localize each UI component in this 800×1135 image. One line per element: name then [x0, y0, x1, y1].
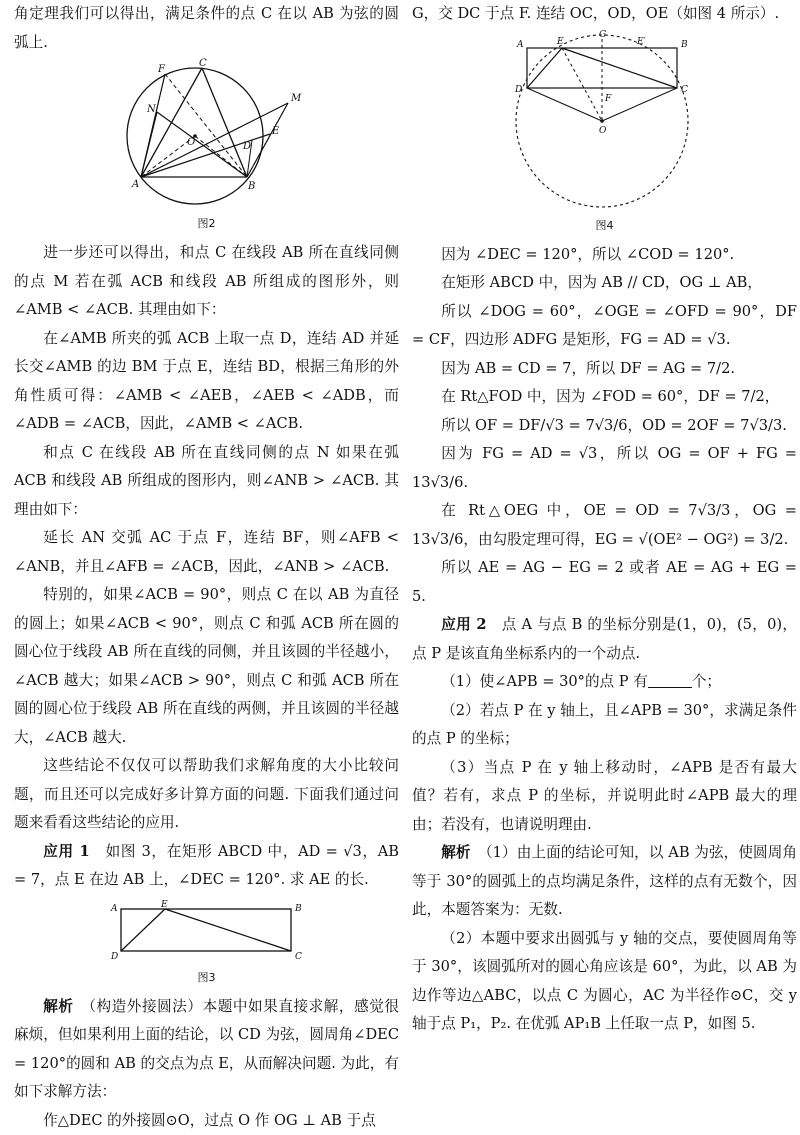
left-column	[14, 0, 399, 1135]
line-r7: 因为 FG = AD = √3，所以 OG = OF + FG = 13√3/6.	[412, 440, 797, 497]
fig4-label-e: E	[556, 37, 564, 47]
question-1-pre: （1）使∠APB = 30°的点 P 有	[441, 673, 648, 690]
application-1-label: 应用 1	[43, 843, 89, 860]
fig2-label-a: A	[131, 179, 139, 190]
question-3: （3）当点 P 在 y 轴上移动时，∠APB 是否有最大值？若有，求点 P 的坐标，并说明此时∠APB 最大的理由；若没有，也请说明理由.	[412, 754, 797, 840]
paragraph-intro: 角定理我们可以得出，满足条件的点 C 在以 AB 为弦的圆弧上.	[14, 0, 399, 57]
fig3-label-e: E	[160, 900, 168, 910]
fig2-label-f: F	[157, 64, 166, 75]
right-column	[412, 0, 797, 1039]
fig4-label-f: F	[604, 94, 612, 104]
fig3-label-b: B	[294, 904, 302, 914]
fig4-label-o: O	[599, 126, 607, 136]
figure-2	[102, 57, 312, 217]
line-r8: 在 Rt△OEG 中，OE = OD = 7√3/3，OG = 13√3/6，由勾股定理可得，EG = √(OE² − OG²) = 3/2.	[412, 497, 797, 554]
figure-3	[107, 899, 307, 971]
fig2-label-d: D	[242, 141, 251, 152]
question-1	[412, 668, 797, 697]
paragraph-3: 和点 C 在线段 AB 所在直线同侧的点 N 如果在弧 ACB 和线段 AB 所组成的图形内，则∠ANB > ∠ACB. 其理由如下：	[14, 439, 399, 525]
solution-1	[14, 993, 399, 1107]
fig2-label-e: E	[271, 126, 280, 137]
fig3-label-a: A	[110, 904, 118, 914]
answer-blank	[648, 671, 692, 688]
line-r9: 所以 AE = AG − EG = 2 或者 AE = AG + EG = 5.	[412, 554, 797, 611]
solution-2-label: 解析	[441, 844, 470, 861]
fig2-label-m: M	[290, 93, 302, 104]
line-r1: 因为 ∠DEC = 120°，所以 ∠COD = 120°.	[412, 241, 797, 270]
line-r2: 在矩形 ABCD 中，因为 AB // CD，OG ⊥ AB，	[412, 269, 797, 298]
fig4-label-c: C	[681, 85, 688, 95]
paragraph-6: 这些结论不仅仅可以帮助我们求解角度的大小比较问题，而且还可以完成好多计算方面的问题. 下面我们通过问题来看看这些结论的应用.	[14, 752, 399, 838]
fig3-label-c: C	[295, 952, 302, 962]
application-2-label: 应用 2	[441, 616, 486, 633]
line-r3: 所以 ∠DOG = 60°，∠OGE = ∠OFD = 90°，DF = CF，四边形 ADFG 是矩形，FG = AD = √3.	[412, 298, 797, 355]
paragraph-2: 在∠AMB 所夹的弧 ACB 上取一点 D，连结 AD 并延长交∠AMB 的边 BM 于点 E，连结 BD，根据三角形的外角性质可得：∠AMB < ∠AEB，∠AEB < ∠ADB，而∠ADB = ∠ACB，因此，∠AMB < ∠ACB.	[14, 325, 399, 439]
question-1-post: 个；	[692, 673, 721, 690]
solution-2-part-2: （2）本题中要求出圆弧与 y 轴的交点，要使圆周角等于 30°，该圆弧所对的圆心角应该是 60°，为此，以 AB 为边作等边△ABC，以点 C 为圆心，AC 为半径作⊙C，交 y 轴于点 P₁，P₂. 在优弧 AP₁B 上任取一点 P，如图 5.	[412, 925, 797, 1039]
application-1	[14, 838, 399, 895]
fig2-label-o: O	[187, 137, 195, 148]
question-2: （2）若点 P 在 y 轴上，且∠APB = 30°，求满足条件的点 P 的坐标；	[412, 697, 797, 754]
line-r4: 因为 AB = CD = 7，所以 DF = AG = 7/2.	[412, 355, 797, 384]
fig2-label-c: C	[199, 58, 207, 69]
figure-2-caption: 图2	[14, 217, 399, 231]
figure-3-caption: 图3	[14, 971, 399, 985]
fig3-label-d: D	[110, 952, 118, 962]
solution-1-text: （构造外接圆法）本题中如果直接求解，感觉很麻烦，但如果利用上面的结论，以 CD 为弦，圆周角∠DEC = 120°的圆和 AB 的交点为点 E，从而解决问题. 为此，有如下求解方法：	[14, 998, 399, 1101]
fig4-label-e-prime: E′	[636, 37, 646, 47]
line-r6: 所以 OF = DF/√3 = 7√3/6，OD = 2OF = 7√3/3.	[412, 412, 797, 441]
fig4-label-b: B	[680, 40, 688, 50]
paragraph-1: 进一步还可以得出，和点 C 在线段 AB 所在直线同侧的点 M 若在弧 ACB 和线段 AB 所组成的图形外，则∠AMB < ∠ACB. 其理由如下：	[14, 239, 399, 325]
fig4-label-d: D	[514, 85, 522, 95]
fig4-label-a: A	[516, 40, 524, 50]
figure-4	[505, 29, 705, 219]
solution-2	[412, 839, 797, 925]
figure-4-caption: 图4	[412, 219, 797, 233]
fig4-label-g: G	[599, 30, 606, 40]
fig2-label-b: B	[247, 181, 255, 192]
fig2-label-n: N	[146, 104, 157, 115]
paragraph-4: 延长 AN 交弧 AC 于点 F，连结 BF，则∠AFB < ∠ANB，并且∠AFB = ∠ACB，因此，∠ANB > ∠ACB.	[14, 524, 399, 581]
application-2	[412, 611, 797, 668]
paragraph-5: 特别的，如果∠ACB = 90°，则点 C 在以 AB 为直径的圆上；如果∠ACB < 90°，则点 C 和弧 ACB 所在圆的圆心位于线段 AB 所在直线的同侧，并且该圆的半径越小，∠ACB 越大；如果∠ACB > 90°，则点 C 和弧 ACB 所在圆的圆心位于线段 AB 所在直线的两侧，并且该圆的半径越大，∠ACB 越大.	[14, 581, 399, 752]
solution-2-text: （1）由上面的结论可知，以 AB 为弦，使圆周角等于 30°的圆弧上的点均满足条件，这样的点有无数个，因此，本题答案为：无数.	[412, 844, 797, 918]
paragraph-top: G，交 DC 于点 F. 连结 OC，OD，OE（如图 4 所示）.	[412, 0, 797, 29]
application-1-text: 如图 3，在矩形 ABCD 中，AD = √3，AB = 7，点 E 在边 AB 上，∠DEC = 120°. 求 AE 的长.	[14, 843, 399, 889]
solution-1-label: 解析	[43, 998, 73, 1015]
line-r5: 在 Rt△FOD 中，因为 ∠FOD = 60°，DF = 7/2，	[412, 383, 797, 412]
application-2-text: 点 A 与点 B 的坐标分别是(1，0)，(5，0)，点 P 是该直角坐标系内的一个动点.	[412, 616, 797, 662]
paragraph-last: 作△DEC 的外接圆⊙O，过点 O 作 OG ⊥ AB 于点	[14, 1107, 399, 1135]
